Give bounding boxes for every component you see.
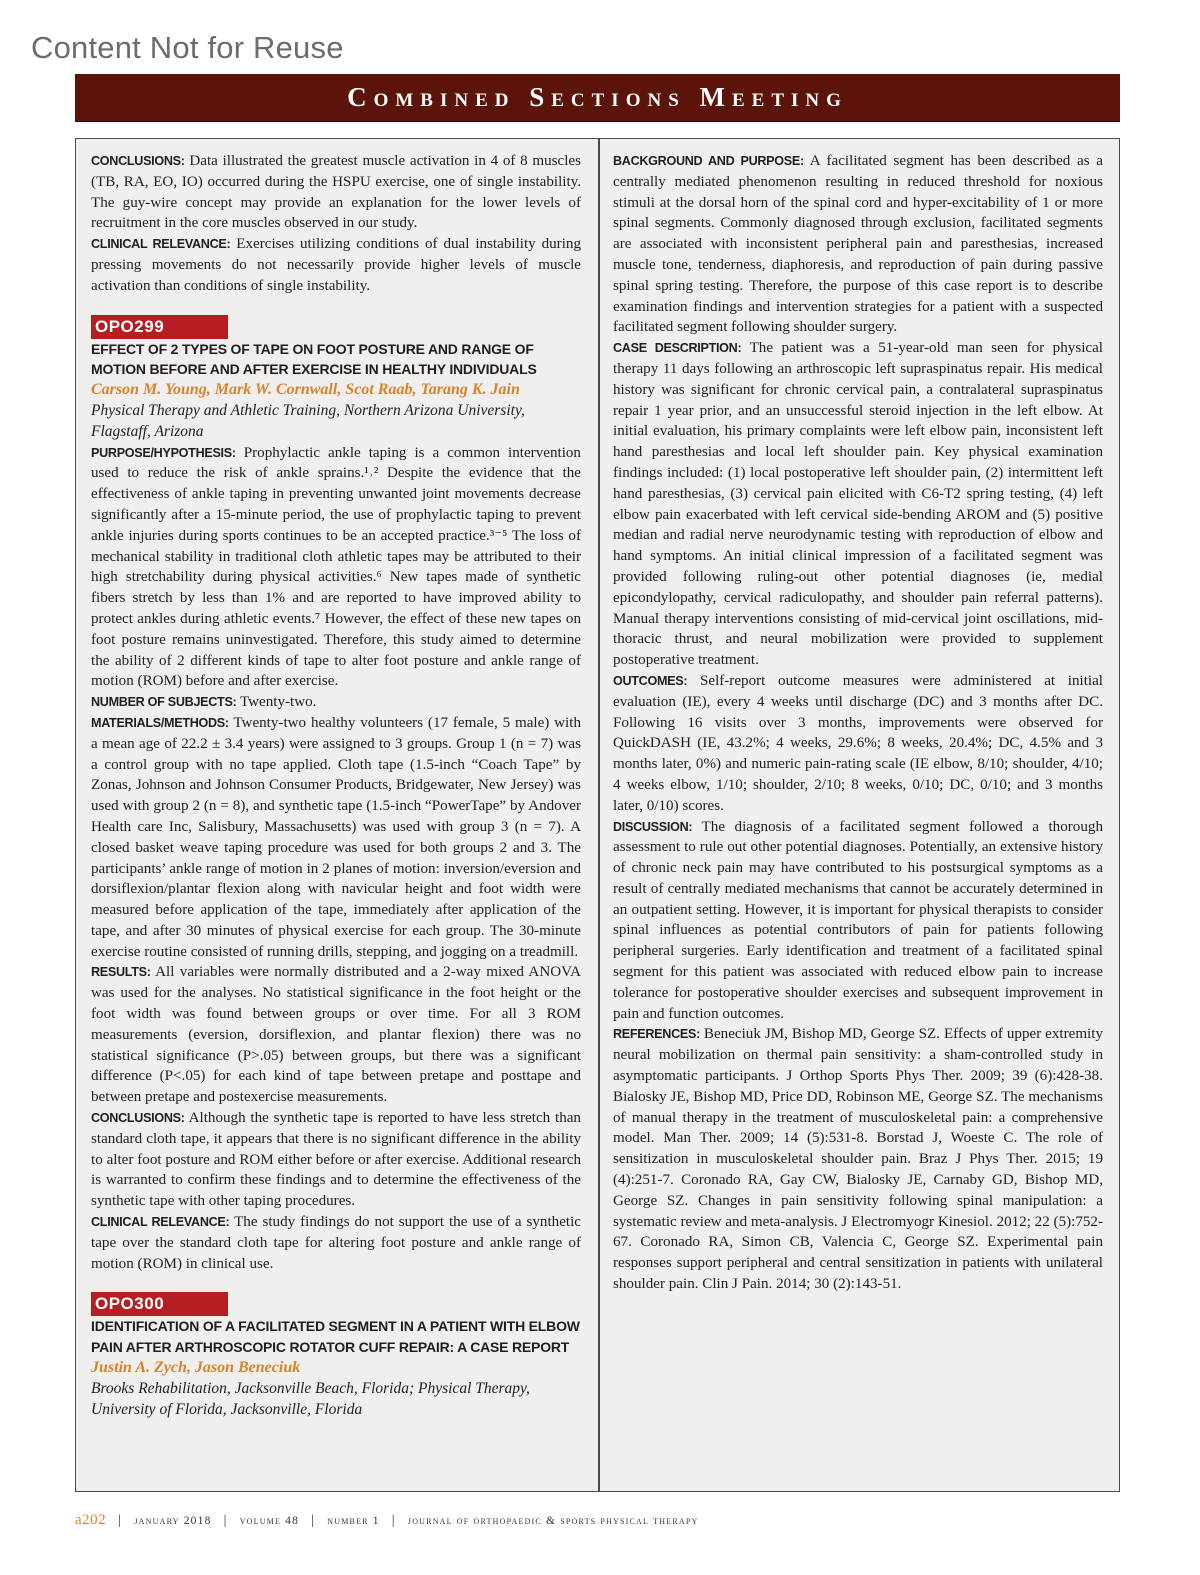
purpose-paragraph	[91, 443, 581, 693]
prev-conclusions	[91, 151, 581, 234]
methods-paragraph	[91, 713, 581, 963]
case-description-paragraph	[613, 338, 1103, 671]
outcomes-paragraph	[613, 671, 1103, 817]
section-text: All variables were normally distributed and a 2-way mixed ANOVA was used for the analyses. No statistical significance in the foot height or the foot width was found between groups or over time. For all 3 ROM measurements (eversion, dorsiflexion, and plantar flexion) there was no statistical significance (P>.05) between groups, but there was a significant difference (P<.05) for each kind of tape between pretape and posttape and between pretape and postexercise measurements.	[91, 964, 581, 1106]
issue-number: number 1	[327, 1515, 380, 1527]
section-label: CONCLUSIONS:	[91, 154, 185, 168]
footer-separator: |	[311, 1513, 316, 1528]
section-label: REFERENCES:	[613, 1027, 700, 1042]
section-label: DISCUSSION:	[613, 819, 693, 834]
section-label: BACKGROUND AND PURPOSE:	[613, 154, 804, 168]
section-label: CLINICAL RELEVANCE:	[91, 1215, 230, 1230]
watermark: Content Not for Reuse	[31, 30, 344, 65]
section-text: Although the synthetic tape is reported to have less stretch than standard cloth tape, it appears that there is no significant difference in the ability to alter foot posture and ROM either before or after exercise. Additional research is warranted to confirm these findings and to determine the effectiveness of the synthetic tape with other taping procedures.	[91, 1110, 581, 1210]
section-label: CLINICAL RELEVANCE:	[91, 237, 231, 252]
right-column	[613, 151, 1103, 1295]
section-label: OUTCOMES:	[613, 673, 688, 688]
prev-clinical-relevance	[91, 234, 581, 296]
section-label: CONCLUSIONS:	[91, 1111, 185, 1126]
footer-separator: |	[118, 1513, 123, 1528]
page-footer	[75, 1512, 698, 1529]
section-text: Beneciuk JM, Bishop MD, George SZ. Effects of upper extremity neural mobilization on thermal pain sensitivity: a sham-controlled study in asymptomatic participants. J Orthop Sports Phys Ther. 2009; 39 (6):428-38. Bialosky JE, Bishop MD, Price DD, Robinson ME, George SZ. The mechanisms of manual therapy in the treatment of musculoskeletal pain: a comprehensive model. Man Ther. 2009; 14 (5):531-8. Borstad J, Woeste C. The role of sensitization in musculoskeletal shoulder pain. Braz J Phys Ther. 2015; 19 (4):251-7. Coronado RA, Gay CW, Bialosky JE, Carnaby GD, Bishop MD, George SZ. Changes in pain sensitivity following spinal manipulation: a systematic review and meta-analysis. J Electromyogr Kinesiol. 2012; 22 (5):752-67. Coronado RA, Simon CB, Valencia C, George SZ. Experimental pain responses support peripheral and central sensitization in patients with unilateral shoulder pain. Clin J Pain. 2014; 30 (2):143-51.	[613, 1026, 1104, 1293]
section-text: The patient was a 51-year-old man seen for physical therapy 11 days following an arthroscopic left supraspinatus repair. His medical history was significant for chronic cervical pain, a contralateral supraspinatus repair 1 year prior, and an unsuccessful steroid injection in the left elbow. At initial evaluation, his primary complaints were left elbow pain, inconsistent left hand paresthesias and local left shoulder pain. Key physical examination findings included: (1) local postoperative left shoulder pain, (2) intermittent left hand paresthesias, (3) cervical pain elicited with C6-T2 spring testing, (4) left elbow pain exacerbated with left cervical side-bending AROM and (5) positive median and radial nerve neurodynamic testing with reproduction of elbow and hand symptoms. An initial clinical impression of a facilitated segment was provided following ruling-out other potential diagnoses (ie, medial epicondylopathy, cervical radiculopathy, and shoulder pain referral patterns). Manual therapy interventions consisting of mid-cervical joint oscillations, mid-thoracic thrust, and neural mobilization were provided to supplement postoperative treatment.	[613, 340, 1103, 669]
section-label: PURPOSE/HYPOTHESIS:	[91, 445, 236, 460]
section-label: RESULTS:	[91, 965, 151, 980]
background-paragraph	[613, 151, 1103, 338]
section-text: Twenty-two.	[239, 694, 317, 711]
page-number: a202	[75, 1512, 107, 1528]
abstract-affiliation: Brooks Rehabilitation, Jacksonville Beach, Florida; Physical Therapy, University of Florida, Jacksonville, Florida	[91, 1379, 530, 1418]
content-panel	[75, 138, 1120, 1492]
volume: volume 48	[239, 1515, 300, 1527]
left-column	[91, 151, 581, 1420]
section-banner	[75, 74, 1120, 122]
issue-date: january 2018	[134, 1515, 212, 1527]
footer-separator: |	[223, 1513, 228, 1528]
section-text: The study findings do not support the use of a synthetic tape over the standard cloth tape for altering foot posture and ankle range of motion (ROM) in clinical use.	[91, 1214, 581, 1272]
abstract-id-badge: OPO300	[91, 1292, 228, 1316]
column-divider	[598, 139, 600, 1491]
discussion-paragraph	[613, 817, 1103, 1025]
abstract-id-badge: OPO299	[91, 315, 228, 339]
section-text: Data illustrated the greatest muscle activation in 4 of 8 muscles (TB, RA, EO, IO) occurred during the HSPU exercise, one of single instability. The guy-wire concept may provide an explanation for the lower levels of recruitment in the core muscles observed in our study.	[91, 153, 581, 232]
abstract-affiliation: Physical Therapy and Athletic Training, Northern Arizona University, Flagstaff, Arizona	[91, 401, 525, 440]
section-label: CASE DESCRIPTION:	[613, 341, 742, 356]
section-text: A facilitated segment has been described as a centrally mediated phenomenon resulting in reduced threshold for noxious stimuli at the dorsal horn of the spinal cord and hyper-excitability of 1 or more spinal segments. Commonly diagnosed through exclusion, facilitated segments are associated with inconsistent peripheral pain and paresthesias, increased muscle tone, tenderness, diaphoresis, and reproduction of pain during passive spinal spring testing. Therefore, the purpose of this case report is to describe examination findings and intervention strategies for a patient with a suspected facilitated segment following shoulder surgery.	[613, 153, 1103, 336]
abstract-title: IDENTIFICATION OF A FACILITATED SEGMENT IN A PATIENT WITH ELBOW PAIN AFTER ARTHROSCOPIC ROTATOR CUFF REPAIR: A CASE REPORT	[91, 1318, 580, 1356]
section-label: MATERIALS/METHODS:	[91, 715, 229, 730]
references-paragraph	[613, 1024, 1103, 1294]
banner-title: Combined Sections Meeting	[347, 82, 848, 112]
section-text: Self-report outcome measures were administered at initial evaluation (IE), every 4 weeks until discharge (DC) and 3 months after DC. Following 16 visits over 3 months, improvements were observed for QuickDASH (IE, 43.2%; 4 weeks, 29.6%; 8 weeks, 20.4%; DC, 4.5% and 3 months later, 0%) and numeric pain-rating scale (IE elbow, 8/10; shoulder, 4/10; 4 weeks elbow, 1/10; shoulder, 2/10; 8 weeks, 0/10; DC, 0/10; and 3 months later, 0/10) scores.	[613, 672, 1104, 814]
subjects-paragraph	[91, 692, 581, 713]
section-text: Exercises utilizing conditions of dual instability during pressing movements do not necessarily provide higher levels of muscle activation than conditions of single instability.	[91, 236, 581, 294]
abstract-authors: Justin A. Zych, Jason Beneciuk	[91, 1359, 301, 1377]
section-label: NUMBER OF SUBJECTS:	[91, 695, 237, 710]
results-paragraph	[91, 962, 581, 1108]
abstract-authors: Carson M. Young, Mark W. Cornwall, Scot Raab, Tarang K. Jain	[91, 381, 520, 399]
abstract-title: EFFECT OF 2 TYPES OF TAPE ON FOOT POSTURE AND RANGE OF MOTION BEFORE AND AFTER EXERCISE IN HEALTHY INDIVIDUALS	[91, 340, 537, 378]
clinical-relevance-paragraph	[91, 1212, 581, 1274]
section-text: The diagnosis of a facilitated segment followed a thorough assessment to rule out other potential diagnoses. Potentially, an extensive history of chronic neck pain may have contributed to his postsurgical symptoms as a result of centrally mediated mechanisms that cannot be accurately determined in an outpatient setting. However, it is important for physical therapists to consider spinal influences as potential contributors of pain for patients following peripheral surgeries. Early identification and treatment of a facilitated spinal segment for this patient was associated with reduced elbow pain to increase tolerance for postoperative shoulder exercises and subsequent improvement in pain and function outcomes.	[613, 818, 1103, 1022]
section-text: Twenty-two healthy volunteers (17 female, 5 male) with a mean age of 22.2 ± 3.4 years) were assigned to 3 groups. Group 1 (n = 7) was a control group with no tape applied. Cloth tape (1.5-inch “Coach Tape” by Zonas, Johnson and Johnson Consumer Products, Bridgewater, New Jersey) was used with group 2 (n = 8), and synthetic tape (1.5-inch “PowerTape” by Andover Health care Inc, Salisbury, Massachusetts) was used with group 3 (n = 7). A closed basket weave taping procedure was used for both groups 2 and 3. The participants’ ankle range of motion in 2 planes of motion: inversion/eversion and dorsiflexion/plantar flexion along with navicular height and foot width were measured before application of the tape, immediately after application of the tape, and after 30 minutes of physical exercise for each group. The 30-minute exercise routine consisted of running drills, stepping, and jogging on a treadmill.	[91, 714, 581, 960]
section-text: Prophylactic ankle taping is a common intervention used to reduce the risk of ankle sprains.¹˒² Despite the evidence that the effectiveness of ankle taping in preventing unwanted joint movements decrease significantly after a 15-minute period, the use of prophylactic taping to prevent ankle injuries during sports continues to be an accepted practice.³⁻⁵ The loss of mechanical stability in traditional cloth athletic tapes may be attributed to their high stretchability during physical activities.⁶ New tapes made of synthetic fibers stretch by less than 1% and are reported to have improved ability to protect ankles during athletic events.⁷ However, the effect of these new tapes on foot posture remains uninvestigated. Therefore, this study aimed to determine the ability of 2 different kinds of tape to alter foot posture and ankle range of motion (ROM) before and after exercise.	[91, 444, 581, 690]
journal-name: journal of orthopaedic & sports physical therapy	[407, 1515, 699, 1527]
conclusions-paragraph	[91, 1108, 581, 1212]
footer-separator: |	[391, 1513, 396, 1528]
